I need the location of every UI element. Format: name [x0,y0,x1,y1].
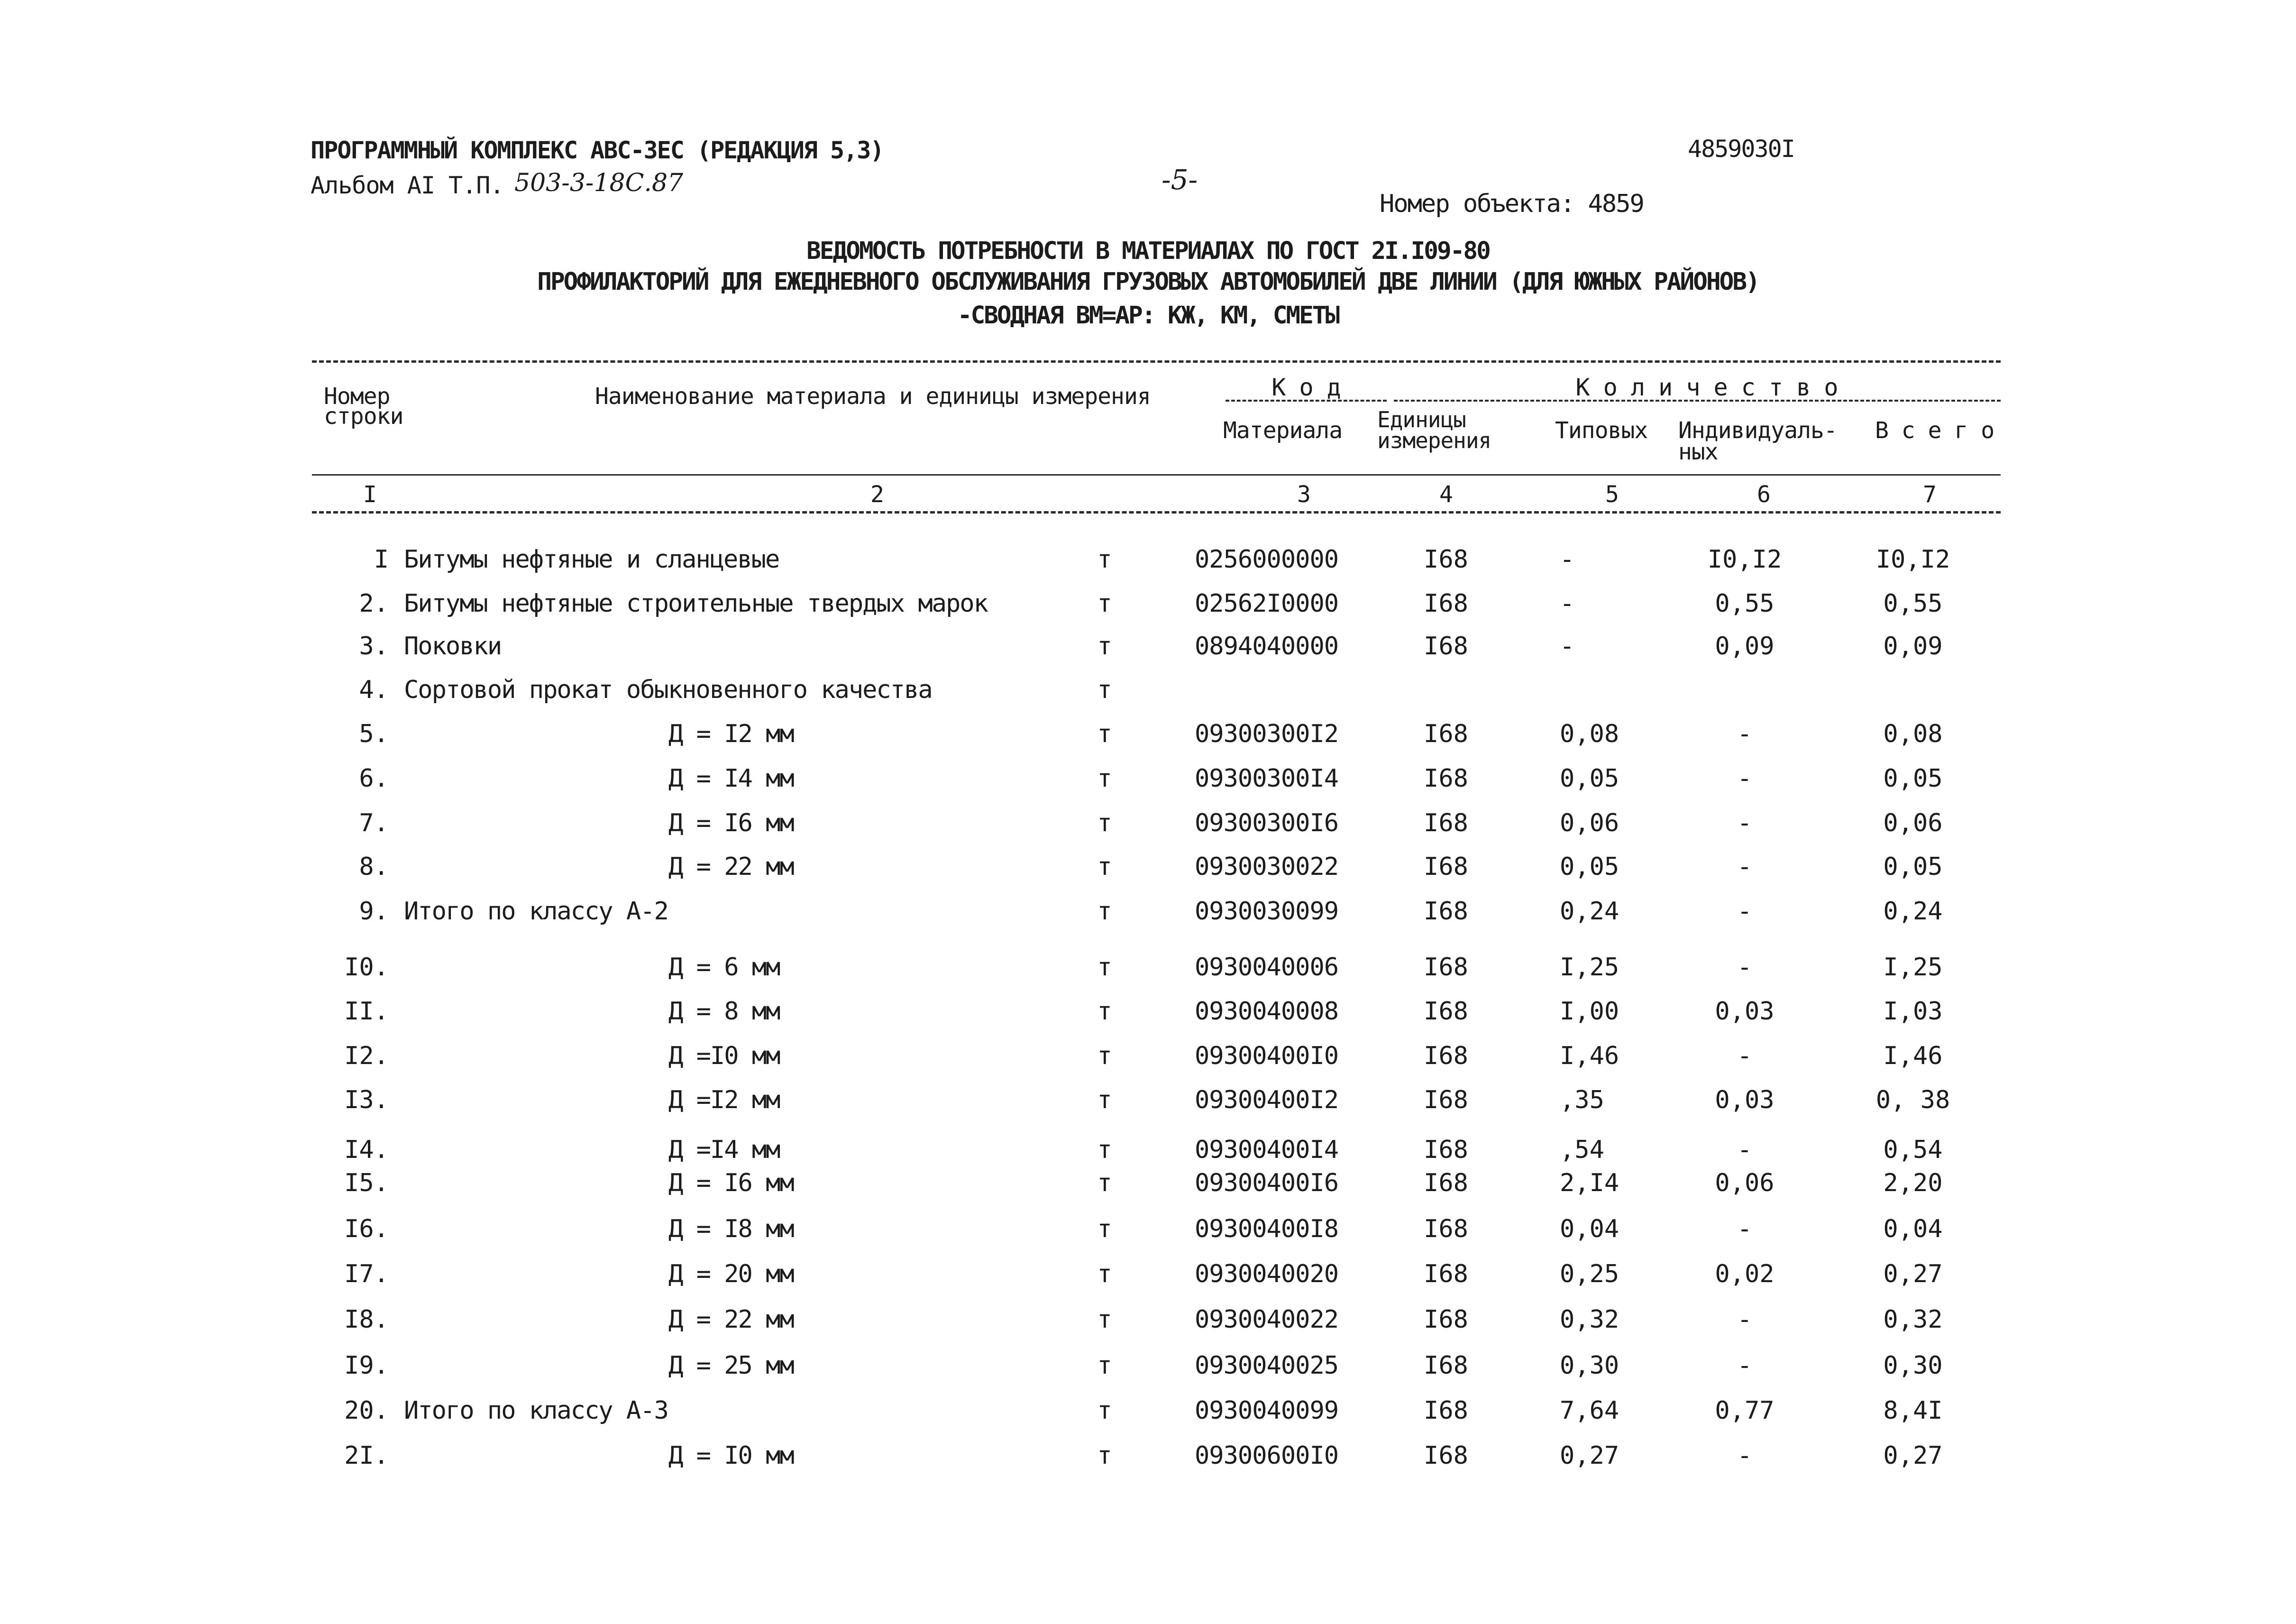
material-name: Итого по классу А-2 [404,897,668,926]
material-code: 09300400I6 [1195,1169,1339,1197]
material-name: Д =I2 мм [668,1086,780,1114]
material-name: Д = I6 мм [668,809,794,837]
header-individual-line1: Индивидуаль- [1678,417,1837,444]
table-row [0,1305,2296,1343]
unit-code: I68 [1424,897,1468,926]
individual-quantity: 0,02 [1715,1260,1775,1288]
material-name: Д = I0 мм [668,1441,794,1470]
typical-quantity: I,00 [1560,997,1619,1026]
material-code: 09300300I4 [1195,764,1339,793]
typical-quantity: - [1560,589,1575,618]
col-number-3: 3 [1297,481,1310,508]
table-row [0,1396,2296,1434]
col-number-2: 2 [870,481,884,508]
col-number-5: 5 [1605,481,1619,508]
unit-code: I68 [1424,953,1468,982]
material-name: Сортовой прокат обыкновенного качества [404,676,932,704]
material-code: 09300400I0 [1195,1042,1339,1070]
material-name: Д = I8 мм [668,1215,794,1243]
total-quantity: 8,4I [1883,1396,1943,1425]
row-number: I5. [344,1169,389,1197]
total-quantity: 0,06 [1883,809,1943,837]
header-code-group: К о д [1271,374,1341,401]
material-code: 0256000000 [1195,545,1339,574]
typical-quantity: 0,05 [1560,764,1619,793]
total-quantity: 0,27 [1883,1441,1943,1470]
table-row [0,589,2296,627]
material-code: 0930040025 [1195,1351,1339,1380]
table-row [0,632,2296,670]
col-number-1: I [363,481,376,508]
individual-quantity: - [1737,809,1752,837]
individual-quantity: 0,09 [1715,632,1775,661]
total-quantity: I,03 [1883,997,1943,1026]
total-quantity: I0,I2 [1875,545,1950,574]
row-number: I6. [344,1215,389,1243]
table-row [0,1042,2296,1080]
individual-quantity: - [1737,720,1752,748]
table-row [0,764,2296,802]
row-number: 20. [344,1396,389,1425]
page-number: -5- [1162,164,1198,196]
row-number: I9. [344,1351,389,1380]
material-code: 0930030022 [1195,853,1339,881]
row-number: I [374,545,389,574]
unit-symbol: т [1097,720,1112,748]
table-row [0,853,2296,890]
header-quantity-group: К о л и ч е с т в о [1575,374,1838,401]
header-total: В с е г о [1875,417,1994,444]
material-name: Д = 20 мм [668,1260,794,1288]
individual-quantity: - [1737,897,1752,926]
row-number: I3. [344,1086,389,1114]
material-code: 0930040006 [1195,953,1339,982]
row-number: 9. [359,897,389,926]
individual-quantity: - [1737,764,1752,793]
unit-code: I68 [1424,720,1468,748]
material-code: 0930040020 [1195,1260,1339,1288]
material-code: 09300400I2 [1195,1086,1339,1114]
typical-quantity: 0,24 [1560,897,1619,926]
code-group-rule [1226,400,1387,402]
quantity-group-rule [1394,400,2001,402]
header-mid-rule [312,474,2001,476]
unit-code: I68 [1424,1042,1468,1070]
typical-quantity: - [1560,545,1575,574]
unit-code: I68 [1424,545,1468,574]
unit-symbol: т [1097,1396,1112,1425]
typical-quantity: 0,32 [1560,1305,1619,1334]
row-number: I8. [344,1305,389,1334]
project-subtitle: -СВОДНАЯ ВМ=АР: КЖ, КМ, СМЕТЫ [957,302,1339,330]
unit-symbol: т [1097,809,1112,837]
material-name: Итого по классу А-3 [404,1396,668,1425]
row-number: 8. [359,853,389,881]
material-code: 09300600I0 [1195,1441,1339,1470]
unit-code: I68 [1424,1136,1468,1164]
unit-code: I68 [1424,1215,1468,1243]
total-quantity: 0,24 [1883,897,1943,926]
material-code: 0930030099 [1195,897,1339,926]
unit-code: I68 [1424,632,1468,661]
unit-symbol: т [1097,1136,1112,1164]
table-row [0,1136,2296,1174]
header-row-number-line1: Номер [324,383,390,410]
material-code: 09300400I4 [1195,1136,1339,1164]
individual-quantity: 0,03 [1715,1086,1775,1114]
individual-quantity: - [1737,1351,1752,1380]
unit-symbol: т [1097,545,1112,574]
material-code: 09300300I6 [1195,809,1339,837]
unit-symbol: т [1097,897,1112,926]
table-row [0,1215,2296,1253]
document-code: 4859030I [1688,135,1794,163]
material-code: 02562I0000 [1195,589,1339,618]
unit-symbol: т [1097,632,1112,661]
typical-quantity: 0,05 [1560,853,1619,881]
row-number: II. [344,997,389,1026]
table-row [0,676,2296,714]
unit-code: I68 [1424,1396,1468,1425]
typical-quantity: 0,27 [1560,1441,1619,1470]
row-number: 5. [359,720,389,748]
unit-code: I68 [1424,589,1468,618]
table-row [0,1441,2296,1479]
project-title: ПРОФИЛАКТОРИЙ ДЛЯ ЕЖЕДНЕВНОГО ОБСЛУЖИВАНИЯ ГРУЗОВЫХ АВТОМОБИЛЕЙ ДВЕ ЛИНИИ (ДЛЯ ЮЖНЫХ РАЙОНОВ) [537,268,1759,296]
individual-quantity: 0,55 [1715,589,1775,618]
col-number-4: 4 [1439,481,1453,508]
total-quantity: 0, 38 [1875,1086,1950,1114]
total-quantity: 0,09 [1883,632,1943,661]
unit-code: I68 [1424,764,1468,793]
total-quantity: 0,55 [1883,589,1943,618]
typical-quantity: ,35 [1560,1086,1604,1114]
material-name: Д = I2 мм [668,720,794,748]
individual-quantity: - [1737,953,1752,982]
typical-quantity: 2,I4 [1560,1169,1619,1197]
album-handwritten-number: 503-3-18С.87 [514,169,684,197]
total-quantity: 0,32 [1883,1305,1943,1334]
table-row [0,997,2296,1035]
header-material-code: Материала [1223,417,1343,444]
unit-symbol: т [1097,853,1112,881]
unit-symbol: т [1097,1169,1112,1197]
material-name: Д = 22 мм [668,853,794,881]
header-typical: Типовых [1555,417,1648,444]
individual-quantity: 0,06 [1715,1169,1775,1197]
individual-quantity: - [1737,1136,1752,1164]
material-code: 09300300I2 [1195,720,1339,748]
header-unit-line2: измерения [1377,428,1491,453]
material-code: 0894040000 [1195,632,1339,661]
unit-symbol: т [1097,764,1112,793]
table-row [0,897,2296,935]
unit-code: I68 [1424,1441,1468,1470]
material-name: Д = 25 мм [668,1351,794,1380]
material-code: 0930040008 [1195,997,1339,1026]
typical-quantity: 0,30 [1560,1351,1619,1380]
unit-symbol: т [1097,676,1112,704]
typical-quantity: 0,25 [1560,1260,1619,1288]
header-material-name: Наименование материала и единицы измерения [595,383,1151,410]
header-row-number-line2: строки [324,403,403,430]
unit-code: I68 [1424,1260,1468,1288]
row-number: I4. [344,1136,389,1164]
table-row [0,1351,2296,1389]
row-number: 4. [359,676,389,704]
individual-quantity: - [1737,853,1752,881]
total-quantity: 0,04 [1883,1215,1943,1243]
table-row [0,809,2296,847]
individual-quantity: - [1737,1215,1752,1243]
total-quantity: 0,27 [1883,1260,1943,1288]
material-name: Битумы нефтяные строительные твердых марок [404,589,988,618]
row-number: 7. [359,809,389,837]
unit-code: I68 [1424,1086,1468,1114]
material-name: Д = I6 мм [668,1169,794,1197]
table-row [0,1086,2296,1124]
typical-quantity: 0,06 [1560,809,1619,837]
row-number: 2. [359,589,389,618]
row-number: I2. [344,1042,389,1070]
typical-quantity: 7,64 [1560,1396,1619,1425]
statement-title: ВЕДОМОСТЬ ПОТРЕБНОСТИ В МАТЕРИАЛАХ ПО ГОСТ 2I.I09-80 [806,237,1490,265]
row-number: I7. [344,1260,389,1288]
row-number: I0. [344,953,389,982]
material-code: 0930040022 [1195,1305,1339,1334]
typical-quantity: I,25 [1560,953,1619,982]
header-bottom-rule [312,511,2001,514]
unit-code: I68 [1424,997,1468,1026]
material-name: Д = I4 мм [668,764,794,793]
individual-quantity: - [1737,1042,1752,1070]
row-number: 3. [359,632,389,661]
unit-symbol: т [1097,589,1112,618]
material-name: Поковки [404,632,502,661]
typical-quantity: 0,04 [1560,1215,1619,1243]
table-row [0,545,2296,583]
total-quantity: I,25 [1883,953,1943,982]
unit-symbol: т [1097,1042,1112,1070]
material-code: 09300400I8 [1195,1215,1339,1243]
row-number: 2I. [344,1441,389,1470]
total-quantity: 0,05 [1883,764,1943,793]
col-number-6: 6 [1757,481,1770,508]
table-row [0,720,2296,758]
unit-code: I68 [1424,1351,1468,1380]
typical-quantity: 0,08 [1560,720,1619,748]
individual-quantity: - [1737,1305,1752,1334]
unit-code: I68 [1424,809,1468,837]
individual-quantity: I0,I2 [1707,545,1782,574]
row-number: 6. [359,764,389,793]
total-quantity: 2,20 [1883,1169,1943,1197]
material-name: Битумы нефтяные и сланцевые [404,545,779,574]
total-quantity: 0,08 [1883,720,1943,748]
unit-symbol: т [1097,997,1112,1026]
material-name: Д = 8 мм [668,997,780,1026]
typical-quantity: I,46 [1560,1042,1619,1070]
material-code: 0930040099 [1195,1396,1339,1425]
header-individual-line2: ных [1678,439,1718,465]
material-name: Д =I0 мм [668,1042,780,1070]
header-top-rule [312,360,2001,363]
total-quantity: 0,30 [1883,1351,1943,1380]
typical-quantity: - [1560,632,1575,661]
album-label: Альбом АI Т.П. [311,172,504,199]
unit-symbol: т [1097,1215,1112,1243]
total-quantity: 0,54 [1883,1136,1943,1164]
table-row [0,1169,2296,1207]
material-name: Д =I4 мм [668,1136,780,1164]
header-unit-line1: Единицы [1377,407,1466,432]
individual-quantity: - [1737,1441,1752,1470]
typical-quantity: ,54 [1560,1136,1604,1164]
program-title: ПРОГРАММНЫЙ КОМПЛЕКС АВС-ЗЕС (РЕДАКЦИЯ 5,3) [311,137,884,164]
material-name: Д = 6 мм [668,953,780,982]
unit-code: I68 [1424,1169,1468,1197]
unit-symbol: т [1097,1305,1112,1334]
table-row [0,953,2296,991]
unit-symbol: т [1097,1351,1112,1380]
table-row [0,1260,2296,1298]
unit-symbol: т [1097,1260,1112,1288]
col-number-7: 7 [1923,481,1936,508]
unit-symbol: т [1097,1441,1112,1470]
unit-code: I68 [1424,1305,1468,1334]
individual-quantity: 0,77 [1715,1396,1775,1425]
object-number: Номер объекта: 4859 [1380,190,1644,218]
total-quantity: I,46 [1883,1042,1943,1070]
unit-code: I68 [1424,853,1468,881]
material-name: Д = 22 мм [668,1305,794,1334]
unit-symbol: т [1097,1086,1112,1114]
individual-quantity: 0,03 [1715,997,1775,1026]
total-quantity: 0,05 [1883,853,1943,881]
unit-symbol: т [1097,953,1112,982]
